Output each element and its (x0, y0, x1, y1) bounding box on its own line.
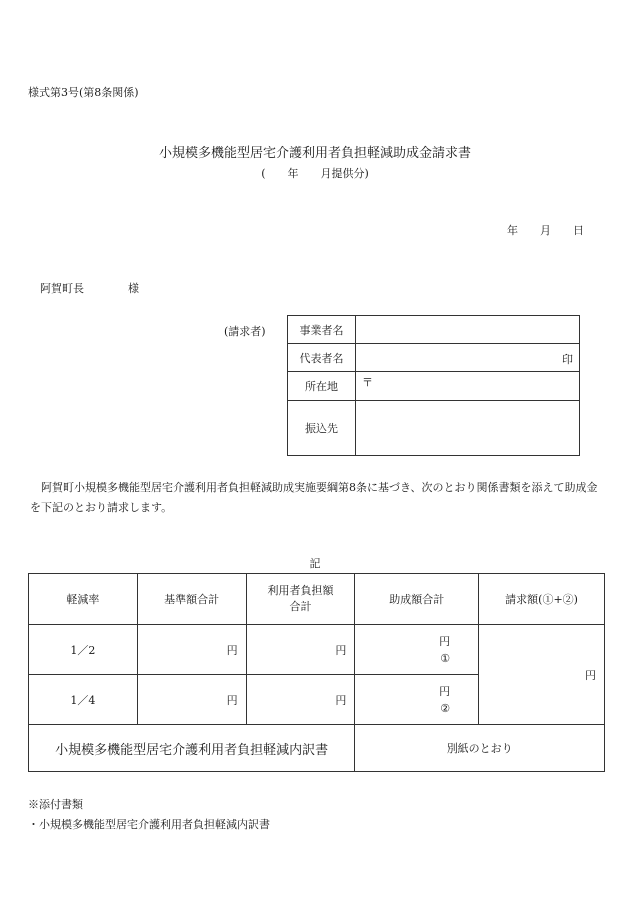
request-statement: 阿賀町小規模多機能型居宅介護利用者負担軽減助成実施要綱第8条に基づき、次のとおり関係書類を添えて助成金を下記のとおり請求します。 (30, 481, 598, 514)
attachment-item: ・小規模多機能型居宅介護利用者負担軽減内訳書 (28, 818, 270, 831)
claimant-label: (請求者) (224, 325, 266, 338)
ki-heading: 記 (309, 557, 321, 570)
header-claim-amount: 請求額(①+②) (479, 574, 605, 625)
total-claim-field[interactable]: 円 (479, 625, 605, 725)
business-name-label: 事業者名 (288, 316, 356, 344)
document-title: 小規模多機能型居宅介護利用者負担軽減助成金請求書 (158, 146, 471, 161)
claim-table (28, 573, 605, 772)
bank-account-field[interactable] (356, 401, 580, 456)
header-user-total: 利用者負担額 合計 (246, 574, 355, 625)
claimant-table (287, 315, 580, 456)
header-base-total: 基準額合計 (137, 574, 246, 625)
user-half-field[interactable]: 円 (246, 625, 355, 675)
subsidy-half-field[interactable] (355, 625, 479, 675)
bank-account-label: 振込先 (288, 401, 356, 456)
service-period: ( 年 月提供分) (261, 167, 369, 180)
attachments-heading: ※添付書類 (28, 798, 83, 811)
address-field[interactable] (356, 372, 580, 401)
subsidy-quarter-unit: 円 (439, 684, 451, 698)
form-number: 様式第3号(第8条関係) (28, 86, 139, 99)
representative-label: 代表者名 (288, 344, 356, 372)
subsidy-quarter-field[interactable] (355, 675, 479, 725)
detail-value: 別紙のとおり (355, 725, 605, 772)
postal-mark: 〒 (362, 376, 373, 389)
rate-quarter: 1／4 (29, 675, 138, 725)
mark-1: ① (440, 651, 451, 665)
representative-field[interactable] (356, 344, 580, 372)
header-subsidy-total: 助成額合計 (355, 574, 479, 625)
mark-2: ② (440, 701, 451, 715)
detail-label: 小規模多機能型居宅介護利用者負担軽減内訳書 (29, 725, 355, 772)
base-quarter-field[interactable]: 円 (137, 675, 246, 725)
user-quarter-field[interactable]: 円 (246, 675, 355, 725)
subsidy-half-unit: 円 (439, 634, 451, 648)
business-name-field[interactable] (356, 316, 580, 344)
header-rate: 軽減率 (29, 574, 138, 625)
date-line: 年 月 日 (507, 224, 584, 237)
base-half-field[interactable]: 円 (137, 625, 246, 675)
addressee: 阿賀町長 様 (40, 282, 139, 295)
seal-mark: 印 (562, 353, 573, 366)
address-label: 所在地 (288, 372, 356, 401)
rate-half: 1／2 (29, 625, 138, 675)
